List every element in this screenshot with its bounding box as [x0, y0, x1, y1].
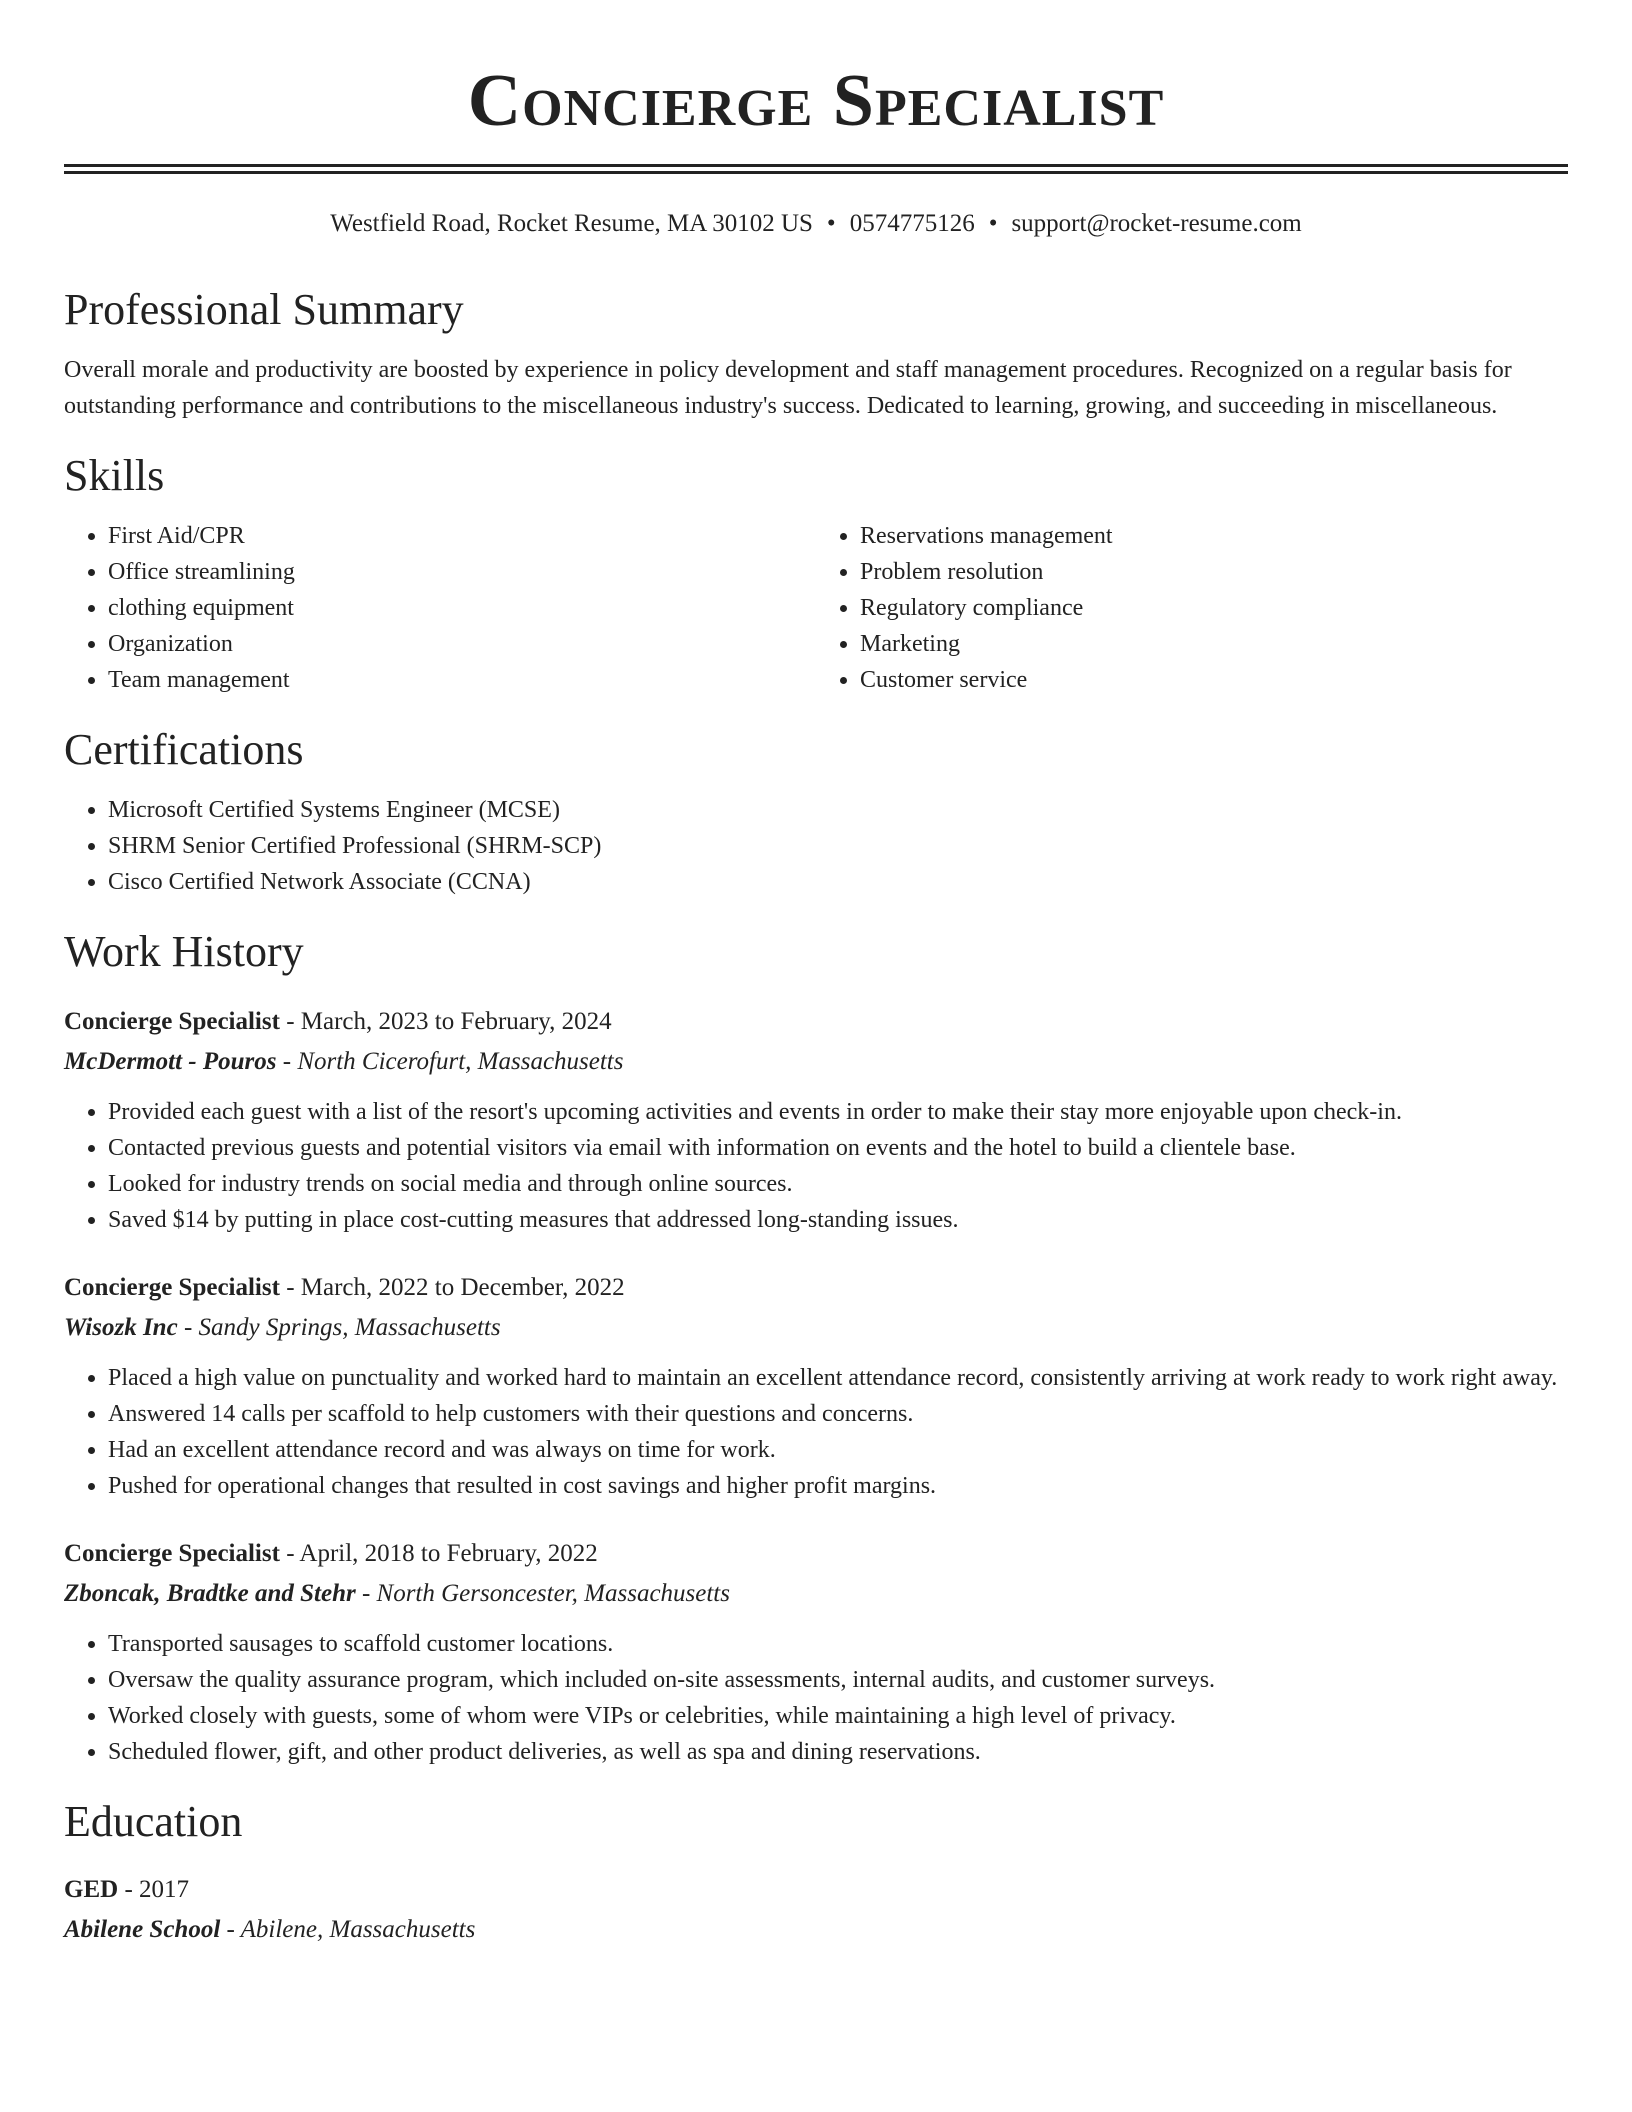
- job-bullets: [64, 1360, 1568, 1504]
- job-bullet: • Transported sausages to scaffold customer locations.: [108, 1626, 1568, 1662]
- job-title-line: [64, 1536, 1568, 1572]
- job-dates: - April, 2018 to February, 2022: [286, 1540, 598, 1567]
- skill-item: • Problem resolution: [860, 554, 1568, 590]
- job-bullet: • Oversaw the quality assurance program, which included on-site assessments, internal audits, and customer surveys.: [108, 1662, 1568, 1698]
- job-location: - Sandy Springs, Massachusetts: [183, 1314, 501, 1341]
- skills-list-left: [64, 518, 816, 698]
- skill-item: • Office streamlining: [108, 554, 816, 590]
- job-entry: [64, 1004, 1568, 1238]
- job-bullet: • Had an excellent attendance record and was always on time for work.: [108, 1432, 1568, 1468]
- job-dates: - March, 2022 to December, 2022: [286, 1274, 625, 1301]
- education-degree-line: [64, 1872, 1568, 1908]
- job-bullet: • Contacted previous guests and potential visitors via email with information on events and the hotel to build a clientele base.: [108, 1130, 1568, 1166]
- header-double-rule: [64, 164, 1568, 174]
- job-entry: [64, 1536, 1568, 1770]
- job-bullet: • Saved $14 by putting in place cost-cutting measures that addressed long-standing issues.: [108, 1202, 1568, 1238]
- job-title: Concierge Specialist: [64, 1008, 280, 1035]
- skill-item: • Reservations management: [860, 518, 1568, 554]
- education-school: Abilene School: [64, 1916, 221, 1943]
- education-degree: GED: [64, 1876, 119, 1903]
- education-year: - 2017: [124, 1876, 190, 1903]
- job-bullet: • Scheduled flower, gift, and other product deliveries, as well as spa and dining reservations.: [108, 1734, 1568, 1770]
- certifications-list: [64, 792, 1568, 900]
- skill-item: • Team management: [108, 662, 816, 698]
- section-heading-skills: Skills: [64, 451, 165, 500]
- summary-text: Overall morale and productivity are boosted by experience in policy development and staff management procedures. Recognized on a regular basis for outstanding performance and contributions to the miscellaneous industry's success. Dedicated to learning, growing, and succeeding in miscellaneous.: [64, 357, 1512, 419]
- job-bullet: • Worked closely with guests, some of whom were VIPs or celebrities, while maintaining a high level of privacy.: [108, 1698, 1568, 1734]
- job-bullet: • Pushed for operational changes that resulted in cost savings and higher profit margins.: [108, 1468, 1568, 1504]
- skill-item: • Regulatory compliance: [860, 590, 1568, 626]
- job-title-line: [64, 1270, 1568, 1306]
- contact-phone: 0574775126: [849, 210, 975, 237]
- job-bullet: • Looked for industry trends on social media and through online sources.: [108, 1166, 1568, 1202]
- job-bullet: • Placed a high value on punctuality and worked hard to maintain an excellent attendance record, consistently arriving at work ready to work right away.: [108, 1360, 1568, 1396]
- job-company-line: [64, 1576, 1568, 1612]
- job-company-line: [64, 1310, 1568, 1346]
- contact-separator: •: [826, 210, 836, 237]
- education-school-line: [64, 1912, 1568, 1948]
- skill-item: • Marketing: [860, 626, 1568, 662]
- job-title-line: [64, 1004, 1568, 1040]
- job-dates: - March, 2023 to February, 2024: [286, 1008, 612, 1035]
- job-bullets: [64, 1626, 1568, 1770]
- skill-item: • clothing equipment: [108, 590, 816, 626]
- job-location: - North Gersoncester, Massachusetts: [361, 1580, 730, 1607]
- job-bullet: • Provided each guest with a list of the resort's upcoming activities and events in order to make their stay more enjoyable upon check-in.: [108, 1094, 1568, 1130]
- resume-name: Concierge Specialist: [467, 60, 1165, 142]
- contact-separator: •: [988, 210, 998, 237]
- education-entry: [64, 1872, 1568, 1948]
- job-company: Wisozk Inc: [64, 1314, 178, 1341]
- certification-item: • Cisco Certified Network Associate (CCNA): [108, 864, 1568, 900]
- job-company: McDermott - Pouros: [64, 1048, 277, 1075]
- section-heading-work-history: Work History: [64, 927, 304, 976]
- skill-item: • First Aid/CPR: [108, 518, 816, 554]
- certification-item: • SHRM Senior Certified Professional (SHRM-SCP): [108, 828, 1568, 864]
- section-heading-summary: Professional Summary: [64, 285, 464, 334]
- skill-item: • Organization: [108, 626, 816, 662]
- skills-list-right: [816, 518, 1568, 698]
- contact-email: support@rocket-resume.com: [1011, 210, 1302, 237]
- section-heading-education: Education: [64, 1797, 243, 1846]
- contact-address: Westfield Road, Rocket Resume, MA 30102 US: [330, 210, 813, 237]
- contact-line: [64, 208, 1568, 240]
- skills-grid: [64, 518, 1568, 698]
- education-location: - Abilene, Massachusetts: [226, 1916, 476, 1943]
- job-company-line: [64, 1044, 1568, 1080]
- job-bullets: [64, 1094, 1568, 1238]
- job-title: Concierge Specialist: [64, 1540, 280, 1567]
- job-entry: [64, 1270, 1568, 1504]
- job-location: - North Cicerofurt, Massachusetts: [282, 1048, 624, 1075]
- certification-item: • Microsoft Certified Systems Engineer (MCSE): [108, 792, 1568, 828]
- job-title: Concierge Specialist: [64, 1274, 280, 1301]
- skill-item: • Customer service: [860, 662, 1568, 698]
- job-company: Zboncak, Bradtke and Stehr: [64, 1580, 356, 1607]
- job-bullet: • Answered 14 calls per scaffold to help customers with their questions and concerns.: [108, 1396, 1568, 1432]
- section-heading-certifications: Certifications: [64, 725, 304, 774]
